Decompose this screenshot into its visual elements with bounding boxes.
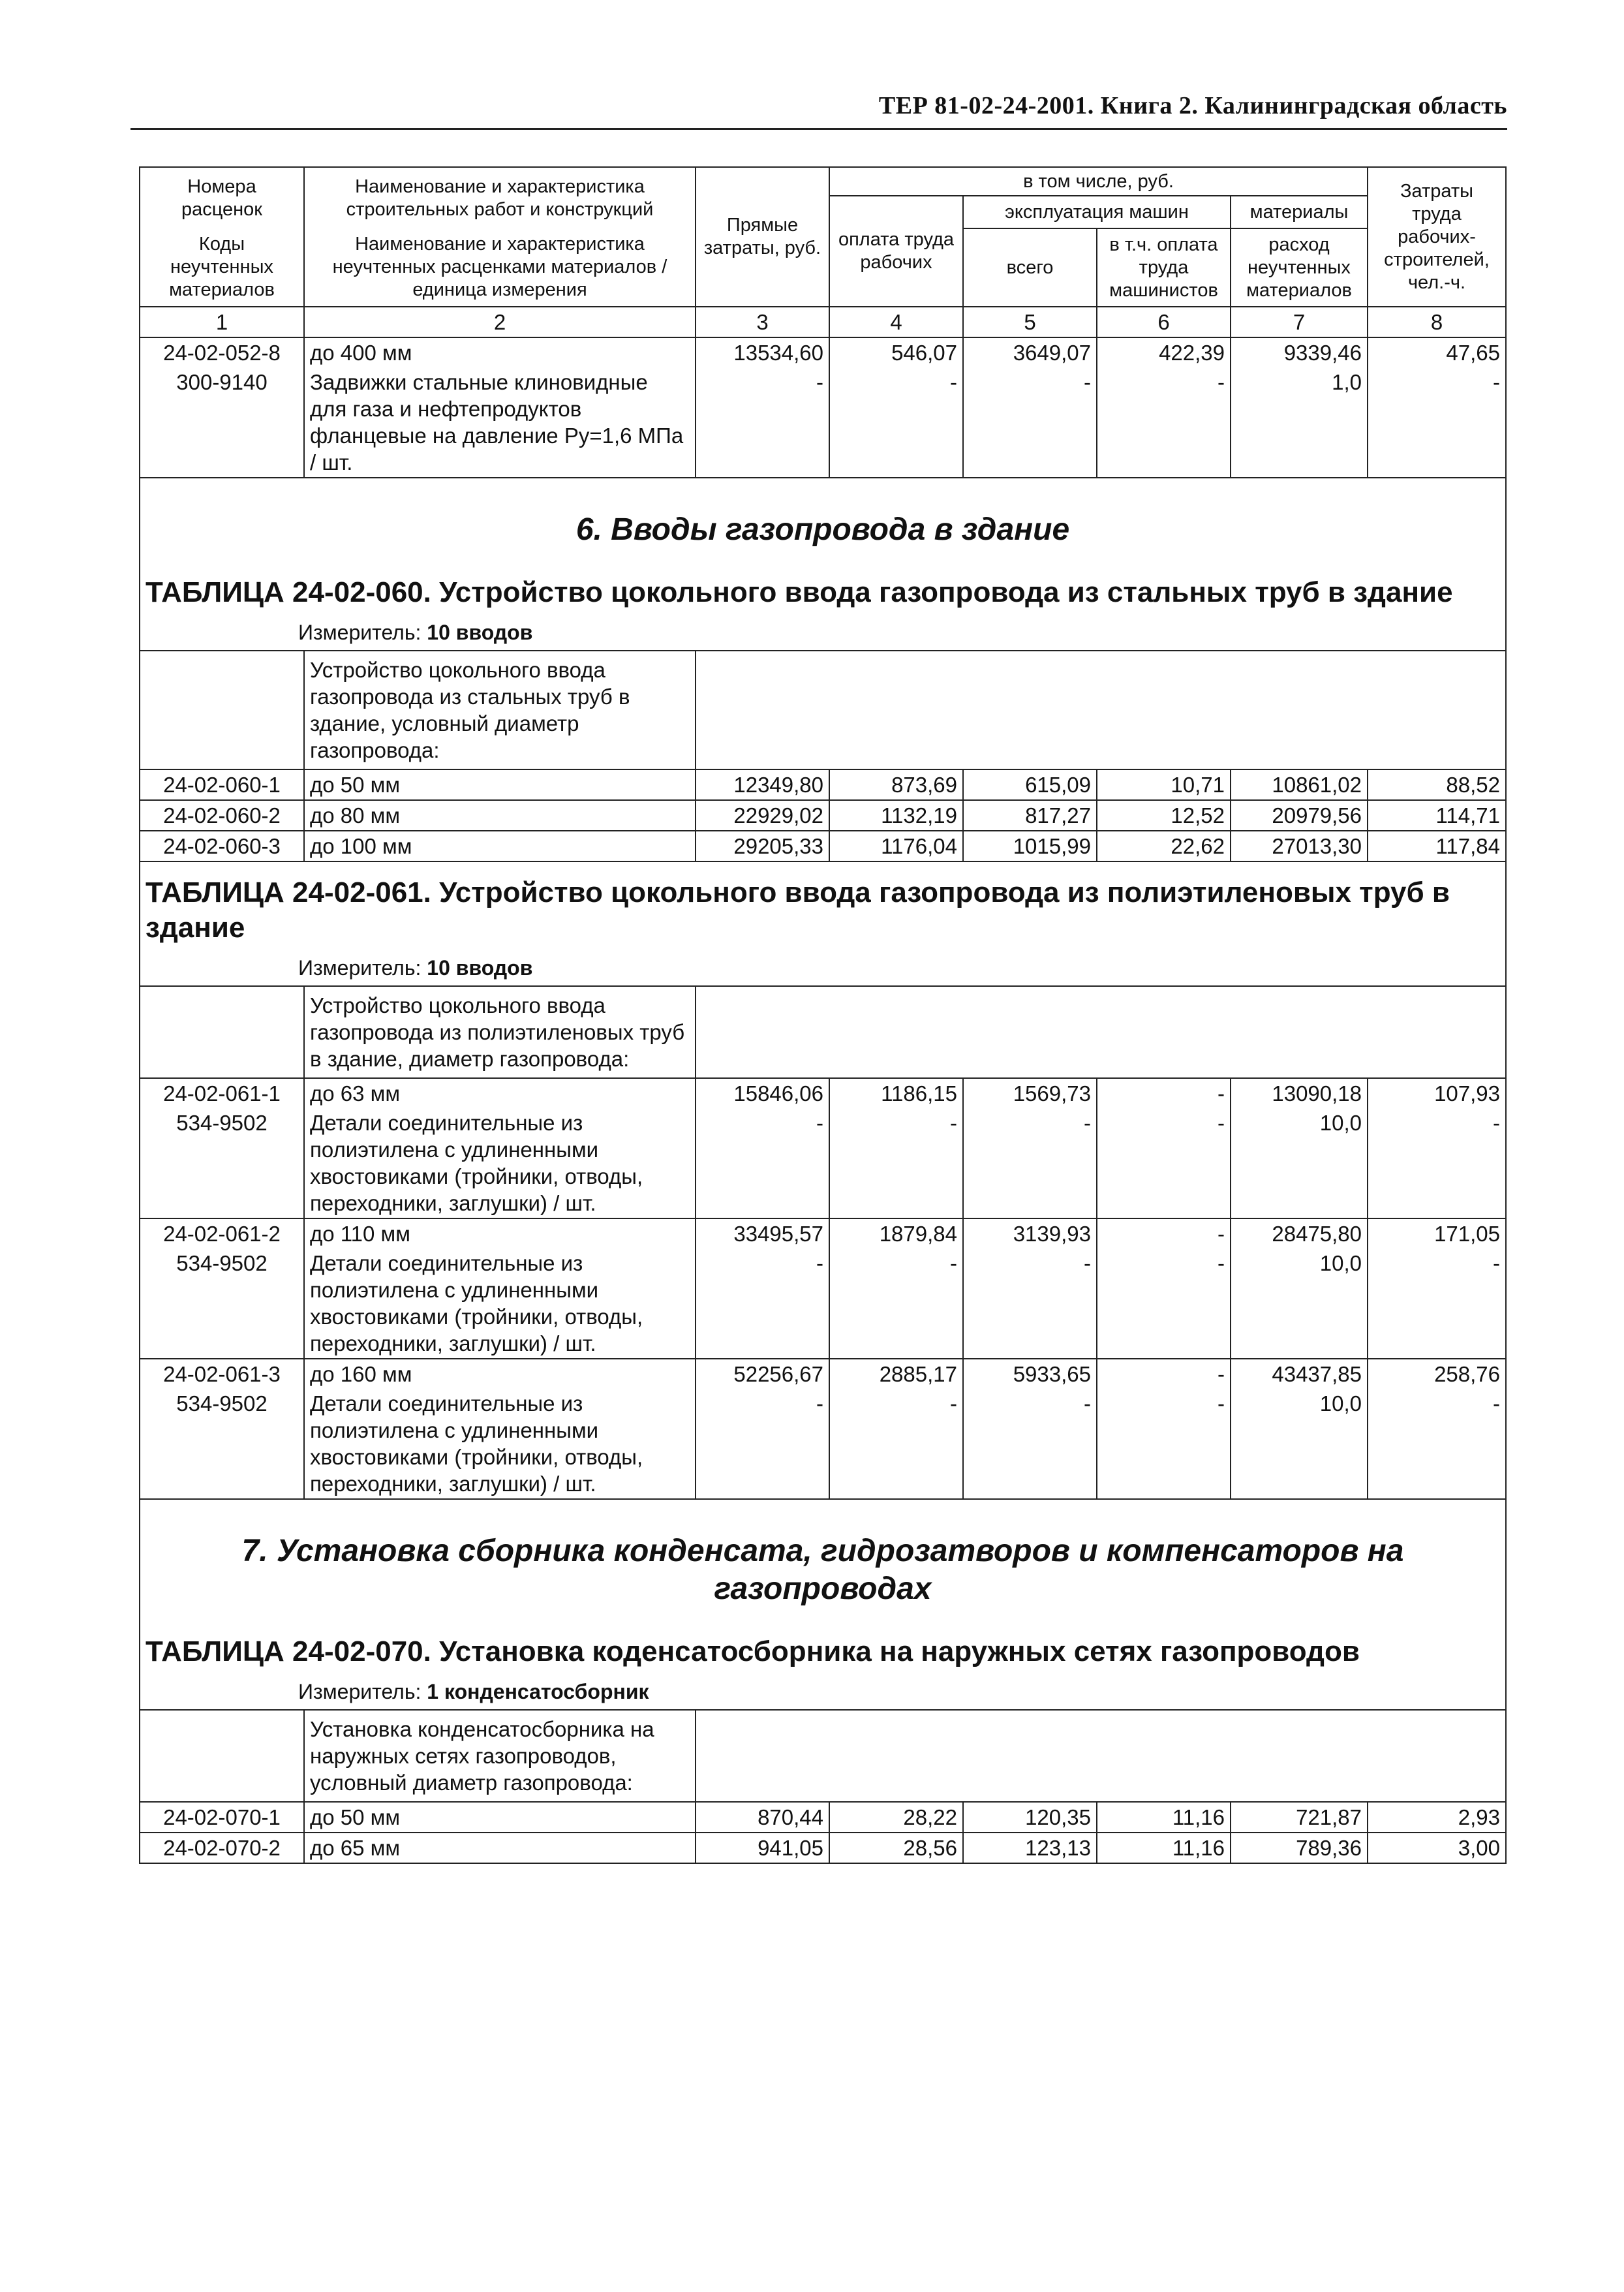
table-row [140, 769, 1506, 800]
value-cell: 47,65 [1368, 337, 1506, 367]
table-row [140, 1833, 1506, 1863]
value-cell: 11,16 [1097, 1802, 1231, 1833]
col-number: 2 [304, 307, 696, 337]
table-title: ТАБЛИЦА 24-02-060. Устройство цокольного ввода газопровода из стальных труб в здание [140, 562, 1506, 615]
value-cell: 52256,67 [696, 1359, 829, 1389]
rate-name: до 80 мм [304, 800, 696, 831]
value-cell: 2,93 [1368, 1802, 1506, 1833]
header-direct-costs: Прямые затраты, руб. [696, 167, 829, 307]
rate-name: до 110 мм [304, 1218, 696, 1248]
value-cell: - [1097, 1389, 1231, 1499]
table-title-row [140, 861, 1506, 951]
value-cell: - [696, 1248, 829, 1359]
value-cell: 28475,80 [1231, 1218, 1368, 1248]
header-including: в том числе, руб. [829, 167, 1368, 196]
header-material-codes: Коды неучтенных материалов [140, 228, 304, 307]
material-name: Детали соединительные из полиэтилена с удлиненными хвостовиками (тройники, отводы, переходники, заглушки) / шт. [304, 1389, 696, 1499]
material-code: 534-9502 [140, 1389, 304, 1499]
table-intro: Устройство цокольного ввода газопровода из стальных труб в здание, условный диаметр газопровода: [304, 651, 696, 769]
value-cell: 10,71 [1097, 769, 1231, 800]
value-cell: 817,27 [963, 800, 1097, 831]
value-cell: - [963, 367, 1097, 478]
col-number: 7 [1231, 307, 1368, 337]
col-number: 3 [696, 307, 829, 337]
value-cell: 1879,84 [829, 1218, 963, 1248]
material-code: 534-9502 [140, 1108, 304, 1218]
header-material-consumption: расход неучтенных материалов [1231, 228, 1368, 307]
unit-row [140, 615, 1506, 651]
value-cell: 1186,15 [829, 1078, 963, 1108]
value-cell: - [1097, 1108, 1231, 1218]
value-cell: - [829, 1248, 963, 1359]
table-row [140, 1802, 1506, 1833]
value-cell: 10,0 [1231, 1389, 1368, 1499]
rate-name: до 100 мм [304, 831, 696, 861]
table-title: ТАБЛИЦА 24-02-061. Устройство цокольного ввода газопровода из полиэтиленовых труб в здание [140, 861, 1506, 951]
value-cell: 3649,07 [963, 337, 1097, 367]
value-cell: - [963, 1389, 1097, 1499]
value-cell: 28,56 [829, 1833, 963, 1863]
unit-measure [140, 1675, 1506, 1710]
col-number: 8 [1368, 307, 1506, 337]
value-cell: 422,39 [1097, 337, 1231, 367]
material-name: Детали соединительные из полиэтилена с удлиненными хвостовиками (тройники, отводы, переходники, заглушки) / шт. [304, 1108, 696, 1218]
table-row [140, 831, 1506, 861]
unit-label: Измеритель: [298, 956, 427, 980]
value-cell: 1569,73 [963, 1078, 1097, 1108]
value-cell: 258,76 [1368, 1359, 1506, 1389]
header-machine-ops: эксплуатация машин [963, 196, 1231, 228]
table-row [140, 1359, 1506, 1389]
value-cell: 1132,19 [829, 800, 963, 831]
value-cell: 33495,57 [696, 1218, 829, 1248]
value-cell: 12,52 [1097, 800, 1231, 831]
col-number: 5 [963, 307, 1097, 337]
rate-name: до 50 мм [304, 1802, 696, 1833]
value-cell: 114,71 [1368, 800, 1506, 831]
value-cell: 873,69 [829, 769, 963, 800]
value-cell: 29205,33 [696, 831, 829, 861]
value-cell: 615,09 [963, 769, 1097, 800]
value-cell: 123,13 [963, 1833, 1097, 1863]
unit-measure [140, 951, 1506, 986]
rate-code: 24-02-052-8 [140, 337, 304, 367]
value-cell: - [696, 367, 829, 478]
value-cell: - [696, 1108, 829, 1218]
value-cell: 10,0 [1231, 1108, 1368, 1218]
value-cell: 15846,06 [696, 1078, 829, 1108]
section-title: 6. Вводы газопровода в здание [140, 478, 1506, 562]
value-cell: 1,0 [1231, 367, 1368, 478]
value-cell: - [1368, 1389, 1506, 1499]
price-table [139, 166, 1507, 1864]
header-machine-total: всего [963, 228, 1097, 307]
value-cell: - [1097, 1078, 1231, 1108]
value-cell: - [963, 1108, 1097, 1218]
table-title-row [140, 1621, 1506, 1675]
value-cell: 22,62 [1097, 831, 1231, 861]
rate-code: 24-02-060-2 [140, 800, 304, 831]
value-cell: 1015,99 [963, 831, 1097, 861]
header-materials: материалы [1231, 196, 1368, 228]
unit-row [140, 951, 1506, 986]
col-number: 1 [140, 307, 304, 337]
value-cell: - [829, 367, 963, 478]
value-cell: 941,05 [696, 1833, 829, 1863]
unit-value: 1 конденсатосборник [427, 1680, 649, 1703]
section-title-row [140, 1499, 1506, 1621]
table-row [140, 1218, 1506, 1248]
value-cell: 789,36 [1231, 1833, 1368, 1863]
value-cell: - [1368, 367, 1506, 478]
unit-row [140, 1675, 1506, 1710]
value-cell: 11,16 [1097, 1833, 1231, 1863]
value-cell: - [829, 1389, 963, 1499]
header-labor-pay: оплата труда рабочих [829, 196, 963, 307]
value-cell: 2885,17 [829, 1359, 963, 1389]
rate-name: до 400 мм [304, 337, 696, 367]
material-row [140, 1108, 1506, 1218]
section-title: 7. Установка сборника конденсата, гидрозатворов и компенсаторов на газопроводах [140, 1499, 1506, 1621]
value-cell: - [696, 1389, 829, 1499]
rate-name: до 65 мм [304, 1833, 696, 1863]
value-cell: 721,87 [1231, 1802, 1368, 1833]
value-cell: 13534,60 [696, 337, 829, 367]
value-cell: - [1368, 1248, 1506, 1359]
header-rate-numbers: Номера расценок [140, 167, 304, 228]
table-row [140, 337, 1506, 367]
unit-value: 10 вводов [427, 956, 533, 980]
table-intro: Установка конденсатосборника на наружных сетях газопроводов, условный диаметр газопровода: [304, 1710, 696, 1802]
unit-value: 10 вводов [427, 621, 533, 644]
value-cell: - [1097, 1359, 1231, 1389]
value-cell: - [1368, 1108, 1506, 1218]
value-cell: 12349,80 [696, 769, 829, 800]
value-cell: 27013,30 [1231, 831, 1368, 861]
value-cell: - [1097, 367, 1231, 478]
rate-name: до 63 мм [304, 1078, 696, 1108]
value-cell: 28,22 [829, 1802, 963, 1833]
table-row [140, 1078, 1506, 1108]
value-cell: 10861,02 [1231, 769, 1368, 800]
rate-code: 24-02-060-3 [140, 831, 304, 861]
intro-row [140, 986, 1506, 1078]
value-cell: 3139,93 [963, 1218, 1097, 1248]
table-intro: Устройство цокольного ввода газопровода из полиэтиленовых труб в здание, диаметр газопровода: [304, 986, 696, 1078]
rate-code: 24-02-061-3 [140, 1359, 304, 1389]
intro-row [140, 651, 1506, 769]
rate-code: 24-02-061-2 [140, 1218, 304, 1248]
value-cell: 10,0 [1231, 1248, 1368, 1359]
col-number: 4 [829, 307, 963, 337]
value-cell: 117,84 [1368, 831, 1506, 861]
table-row [140, 800, 1506, 831]
value-cell: 3,00 [1368, 1833, 1506, 1863]
header-rule [130, 128, 1507, 130]
value-cell: 22929,02 [696, 800, 829, 831]
value-cell: 870,44 [696, 1802, 829, 1833]
rate-code: 24-02-061-1 [140, 1078, 304, 1108]
header-material-name: Наименование и характеристика неучтенных расценками материалов / единица измерения [304, 228, 696, 307]
header-machinist-pay: в т.ч. оплата труда машинистов [1097, 228, 1231, 307]
rate-code: 24-02-060-1 [140, 769, 304, 800]
material-code: 534-9502 [140, 1248, 304, 1359]
unit-label: Измеритель: [298, 621, 427, 644]
price-table-sheet [139, 166, 1505, 1864]
material-row [140, 367, 1506, 478]
value-cell: 546,07 [829, 337, 963, 367]
running-header: ТЕР 81-02-24-2001. Книга 2. Калининградская область [878, 92, 1507, 119]
table-title: ТАБЛИЦА 24-02-070. Установка коденсатосборника на наружных сетях газопроводов [140, 1621, 1506, 1675]
rate-name: до 160 мм [304, 1359, 696, 1389]
column-number-row [140, 307, 1506, 337]
col-number: 6 [1097, 307, 1231, 337]
value-cell: - [1097, 1248, 1231, 1359]
header-work-name: Наименование и характеристика строительных работ и конструкций [304, 167, 696, 228]
material-row [140, 1248, 1506, 1359]
value-cell: 43437,85 [1231, 1359, 1368, 1389]
rate-code: 24-02-070-1 [140, 1802, 304, 1833]
header-labor-costs: Затраты труда рабочих-строителей, чел.-ч. [1368, 167, 1506, 307]
rate-name: до 50 мм [304, 769, 696, 800]
value-cell: 171,05 [1368, 1218, 1506, 1248]
material-row [140, 1389, 1506, 1499]
value-cell: 13090,18 [1231, 1078, 1368, 1108]
value-cell: - [1097, 1218, 1231, 1248]
value-cell: 88,52 [1368, 769, 1506, 800]
material-name: Задвижки стальные клиновидные для газа и нефтепродуктов фланцевые на давление Ру=1,6 МПа / шт. [304, 367, 696, 478]
value-cell: - [829, 1108, 963, 1218]
value-cell: 1176,04 [829, 831, 963, 861]
value-cell: 20979,56 [1231, 800, 1368, 831]
value-cell: 5933,65 [963, 1359, 1097, 1389]
value-cell: 9339,46 [1231, 337, 1368, 367]
value-cell: 107,93 [1368, 1078, 1506, 1108]
value-cell: 120,35 [963, 1802, 1097, 1833]
table-title-row [140, 562, 1506, 615]
intro-row [140, 1710, 1506, 1802]
unit-label: Измеритель: [298, 1680, 427, 1703]
material-name: Детали соединительные из полиэтилена с удлиненными хвостовиками (тройники, отводы, переходники, заглушки) / шт. [304, 1248, 696, 1359]
table-header [140, 167, 1506, 307]
unit-measure [140, 615, 1506, 651]
section-title-row [140, 478, 1506, 562]
material-code: 300-9140 [140, 367, 304, 478]
value-cell: - [963, 1248, 1097, 1359]
rate-code: 24-02-070-2 [140, 1833, 304, 1863]
